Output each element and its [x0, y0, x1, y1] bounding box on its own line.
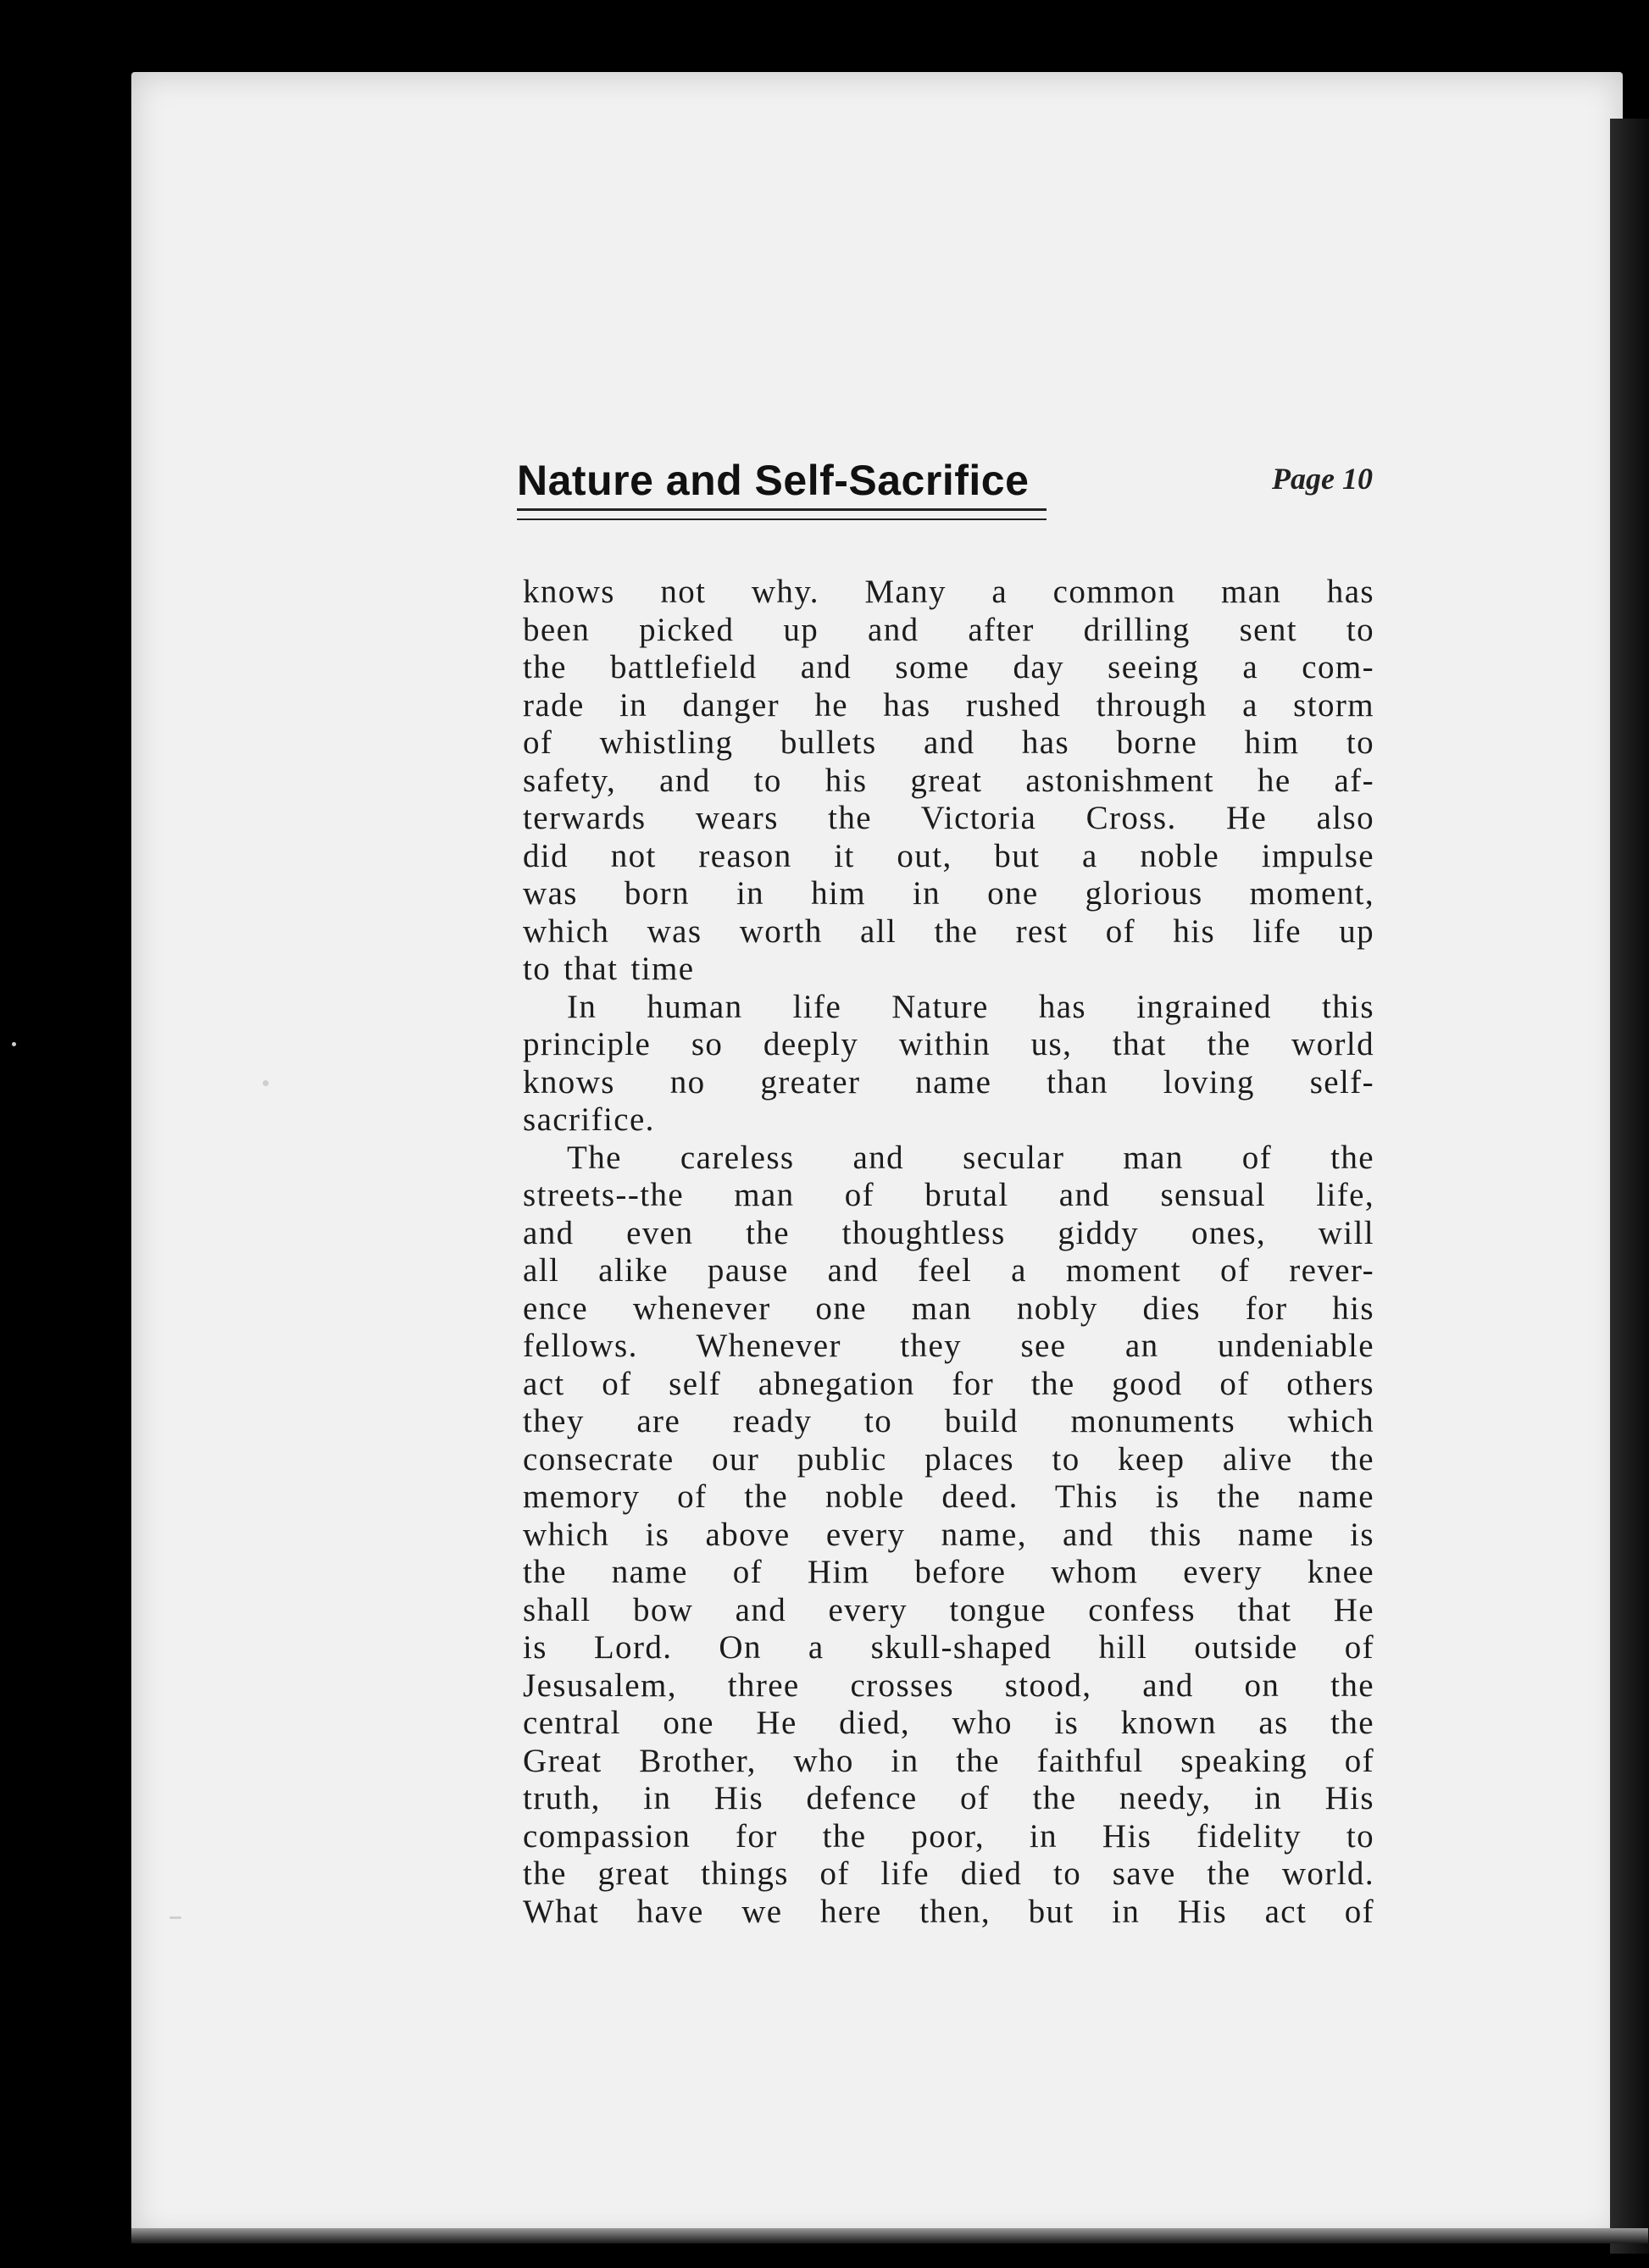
title-underline	[517, 508, 1047, 520]
text-line: Great Brother, who in the faithful speaking of	[523, 1742, 1374, 1779]
adjacent-page-edge	[1610, 119, 1649, 2254]
text-line: was born in him in one glorious moment,	[523, 875, 1374, 912]
paragraph-first-line: In human life Nature has ingrained this	[567, 988, 1374, 1025]
paragraph-first-line: The careless and secular man of the	[567, 1139, 1374, 1176]
text-line: compassion for the poor, in His fidelity to	[523, 1817, 1374, 1855]
text-line: safety, and to his great astonishment he af-	[523, 762, 1374, 799]
page-number: Page 10	[1272, 462, 1373, 496]
scan-speck	[12, 1042, 16, 1046]
text-line: been picked up and after drilling sent to	[523, 611, 1374, 648]
text-line: consecrate our public places to keep alive the	[523, 1440, 1374, 1478]
text-line: ence whenever one man nobly dies for his	[523, 1289, 1374, 1327]
text-line: the name of Him before whom every knee	[523, 1554, 1374, 1590]
text-line: streets--the man of brutal and sensual life,	[523, 1177, 1374, 1213]
text-line: the battlefield and some day seeing a com-	[523, 649, 1374, 685]
text-line: principle so deeply within us, that the world	[523, 1026, 1374, 1062]
scan-speck	[263, 1080, 269, 1086]
text-line: memory of the noble deed. This is the name	[523, 1478, 1374, 1515]
page-bottom-edge	[131, 2228, 1648, 2243]
text-line: knows no greater name than loving self-	[523, 1063, 1374, 1101]
page-header	[517, 456, 1373, 524]
page-title: Nature and Self-Sacrifice	[517, 457, 1030, 504]
text-line: which was worth all the rest of his life up	[523, 912, 1374, 950]
text-line: rade in danger he has rushed through a storm	[523, 686, 1374, 724]
text-line: did not reason it out, but a noble impulse	[523, 837, 1374, 874]
text-line: terwards wears the Victoria Cross. He also	[523, 800, 1374, 836]
scan-speck	[169, 1916, 181, 1919]
text-line: act of self abnegation for the good of others	[523, 1365, 1374, 1402]
text-line: which is above every name, and this name is	[523, 1516, 1374, 1553]
body-text	[523, 574, 1374, 1931]
text-line: fellows. Whenever they see an undeniable	[523, 1328, 1374, 1364]
text-line: to that time	[523, 951, 695, 987]
text-line: they are ready to build monuments which	[523, 1403, 1374, 1439]
text-line: central one He died, who is known as the	[523, 1705, 1374, 1741]
text-line: is Lord. On a skull-shaped hill outside of	[523, 1629, 1374, 1666]
text-line: and even the thoughtless giddy ones, will	[523, 1214, 1374, 1251]
text-line: shall bow and every tongue confess that He	[523, 1591, 1374, 1628]
text-line: knows not why. Many a common man has	[523, 574, 1374, 610]
text-line: the great things of life died to save the world.	[523, 1855, 1374, 1892]
text-line: What have we here then, but in His act of	[523, 1893, 1374, 1930]
text-line: truth, in His defence of the needy, in His	[523, 1780, 1374, 1816]
text-line: of whistling bullets and has borne him to	[523, 724, 1374, 761]
text-line: all alike pause and feel a moment of rever-	[523, 1252, 1374, 1289]
text-line: sacrifice.	[523, 1101, 655, 1138]
text-line: Jesusalem, three crosses stood, and on the	[523, 1666, 1374, 1704]
